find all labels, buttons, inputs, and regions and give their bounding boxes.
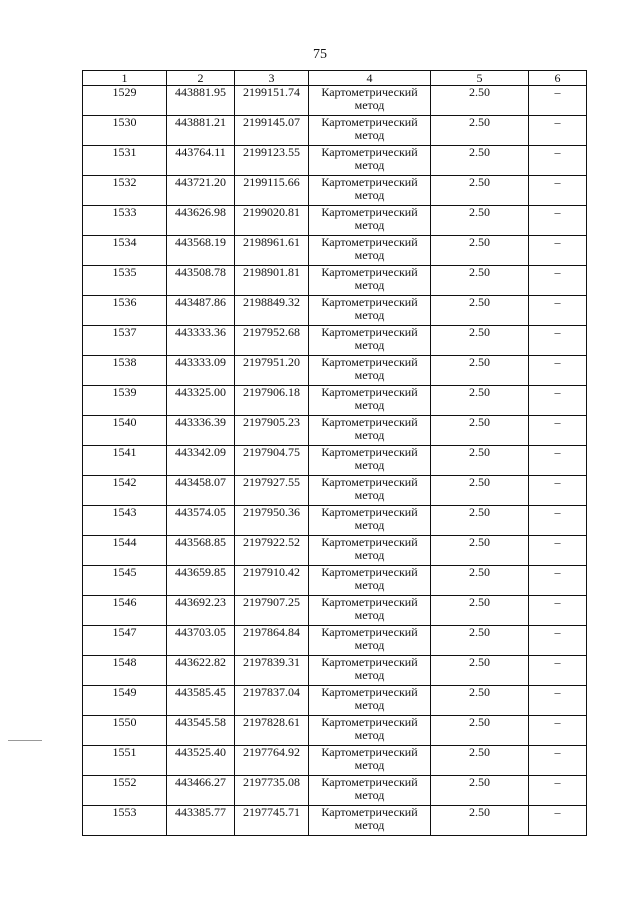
method-line-1: Картометрический	[321, 625, 418, 639]
method-line-2: метод	[354, 548, 385, 562]
method-line-1: Картометрический	[321, 655, 418, 669]
method-cell	[309, 356, 431, 386]
point-number-cell: 1549	[83, 686, 167, 716]
table-row	[83, 596, 587, 626]
method-line-2: метод	[354, 458, 385, 472]
note-cell: –	[529, 716, 587, 746]
point-number-cell: 1548	[83, 656, 167, 686]
x-coordinate-cell: 443881.95	[167, 86, 235, 116]
point-number-cell: 1542	[83, 476, 167, 506]
method-line-2: метод	[354, 698, 385, 712]
note-cell: –	[529, 626, 587, 656]
method-line-2: метод	[354, 368, 385, 382]
x-coordinate-cell: 443466.27	[167, 776, 235, 806]
x-coordinate-cell: 443458.07	[167, 476, 235, 506]
method-cell	[309, 86, 431, 116]
method-cell	[309, 416, 431, 446]
method-line-1: Картометрический	[321, 115, 418, 129]
note-cell: –	[529, 326, 587, 356]
accuracy-cell: 2.50	[431, 116, 529, 146]
x-coordinate-cell: 443721.20	[167, 176, 235, 206]
accuracy-cell: 2.50	[431, 776, 529, 806]
x-coordinate-cell: 443508.78	[167, 266, 235, 296]
x-coordinate-cell: 443525.40	[167, 746, 235, 776]
x-coordinate-cell: 443659.85	[167, 566, 235, 596]
y-coordinate-cell: 2197951.20	[235, 356, 309, 386]
point-number-cell: 1541	[83, 446, 167, 476]
x-coordinate-cell: 443336.39	[167, 416, 235, 446]
method-cell	[309, 776, 431, 806]
note-cell: –	[529, 236, 587, 266]
note-cell: –	[529, 206, 587, 236]
method-cell	[309, 746, 431, 776]
method-cell	[309, 386, 431, 416]
note-cell: –	[529, 566, 587, 596]
y-coordinate-cell: 2197952.68	[235, 326, 309, 356]
table-row	[83, 626, 587, 656]
x-coordinate-cell: 443692.23	[167, 596, 235, 626]
x-coordinate-cell: 443626.98	[167, 206, 235, 236]
point-number-cell: 1534	[83, 236, 167, 266]
accuracy-cell: 2.50	[431, 596, 529, 626]
table-row	[83, 416, 587, 446]
method-line-1: Картометрический	[321, 535, 418, 549]
table-row	[83, 266, 587, 296]
accuracy-cell: 2.50	[431, 716, 529, 746]
point-number-cell: 1551	[83, 746, 167, 776]
x-coordinate-cell: 443487.86	[167, 296, 235, 326]
x-coordinate-cell: 443325.00	[167, 386, 235, 416]
note-cell: –	[529, 446, 587, 476]
y-coordinate-cell: 2199123.55	[235, 146, 309, 176]
method-cell	[309, 536, 431, 566]
point-number-cell: 1545	[83, 566, 167, 596]
x-coordinate-cell: 443764.11	[167, 146, 235, 176]
accuracy-cell: 2.50	[431, 326, 529, 356]
accuracy-cell: 2.50	[431, 86, 529, 116]
method-line-1: Картометрический	[321, 385, 418, 399]
note-cell: –	[529, 656, 587, 686]
method-line-2: метод	[354, 818, 385, 832]
table-row	[83, 326, 587, 356]
method-line-1: Картометрический	[321, 325, 418, 339]
column-header-6: 6	[529, 71, 587, 86]
point-number-cell: 1546	[83, 596, 167, 626]
method-cell	[309, 476, 431, 506]
accuracy-cell: 2.50	[431, 626, 529, 656]
accuracy-cell: 2.50	[431, 416, 529, 446]
y-coordinate-cell: 2199151.74	[235, 86, 309, 116]
accuracy-cell: 2.50	[431, 356, 529, 386]
accuracy-cell: 2.50	[431, 536, 529, 566]
note-cell: –	[529, 596, 587, 626]
method-line-1: Картометрический	[321, 715, 418, 729]
note-cell: –	[529, 686, 587, 716]
accuracy-cell: 2.50	[431, 566, 529, 596]
column-header-5: 5	[431, 71, 529, 86]
y-coordinate-cell: 2197907.25	[235, 596, 309, 626]
method-line-2: метод	[354, 788, 385, 802]
y-coordinate-cell: 2199020.81	[235, 206, 309, 236]
y-coordinate-cell: 2197745.71	[235, 806, 309, 836]
y-coordinate-cell: 2197922.52	[235, 536, 309, 566]
accuracy-cell: 2.50	[431, 746, 529, 776]
table-row	[83, 386, 587, 416]
y-coordinate-cell: 2199145.07	[235, 116, 309, 146]
method-cell	[309, 596, 431, 626]
point-number-cell: 1550	[83, 716, 167, 746]
x-coordinate-cell: 443585.45	[167, 686, 235, 716]
y-coordinate-cell: 2197864.84	[235, 626, 309, 656]
method-cell	[309, 206, 431, 236]
table-row	[83, 146, 587, 176]
x-coordinate-cell: 443545.58	[167, 716, 235, 746]
point-number-cell: 1532	[83, 176, 167, 206]
note-cell: –	[529, 176, 587, 206]
method-line-1: Картометрический	[321, 145, 418, 159]
y-coordinate-cell: 2197828.61	[235, 716, 309, 746]
method-line-2: метод	[354, 578, 385, 592]
accuracy-cell: 2.50	[431, 146, 529, 176]
method-cell	[309, 326, 431, 356]
table-header-row	[83, 71, 587, 86]
point-number-cell: 1552	[83, 776, 167, 806]
column-header-3: 3	[235, 71, 309, 86]
point-number-cell: 1531	[83, 146, 167, 176]
note-cell: –	[529, 416, 587, 446]
method-line-2: метод	[354, 128, 385, 142]
point-number-cell: 1543	[83, 506, 167, 536]
table-row	[83, 86, 587, 116]
table-row	[83, 446, 587, 476]
table-row	[83, 356, 587, 386]
method-line-1: Картометрический	[321, 205, 418, 219]
method-line-1: Картометрический	[321, 295, 418, 309]
method-cell	[309, 716, 431, 746]
table-row	[83, 476, 587, 506]
accuracy-cell: 2.50	[431, 686, 529, 716]
y-coordinate-cell: 2197839.31	[235, 656, 309, 686]
table-row	[83, 776, 587, 806]
y-coordinate-cell: 2197906.18	[235, 386, 309, 416]
accuracy-cell: 2.50	[431, 656, 529, 686]
accuracy-cell: 2.50	[431, 806, 529, 836]
note-cell: –	[529, 536, 587, 566]
y-coordinate-cell: 2198901.81	[235, 266, 309, 296]
accuracy-cell: 2.50	[431, 386, 529, 416]
point-number-cell: 1539	[83, 386, 167, 416]
y-coordinate-cell: 2197950.36	[235, 506, 309, 536]
x-coordinate-cell: 443385.77	[167, 806, 235, 836]
note-cell: –	[529, 506, 587, 536]
method-line-2: метод	[354, 338, 385, 352]
column-header-1: 1	[83, 71, 167, 86]
method-line-2: метод	[354, 638, 385, 652]
margin-mark	[8, 740, 42, 741]
method-line-2: метод	[354, 308, 385, 322]
method-line-1: Картометрический	[321, 805, 418, 819]
y-coordinate-cell: 2199115.66	[235, 176, 309, 206]
note-cell: –	[529, 116, 587, 146]
coordinates-table	[82, 70, 587, 836]
method-line-1: Картометрический	[321, 355, 418, 369]
accuracy-cell: 2.50	[431, 446, 529, 476]
point-number-cell: 1536	[83, 296, 167, 326]
method-line-2: метод	[354, 668, 385, 682]
table-row	[83, 566, 587, 596]
method-line-1: Картометрический	[321, 175, 418, 189]
method-cell	[309, 806, 431, 836]
method-cell	[309, 266, 431, 296]
method-line-1: Картометрический	[321, 565, 418, 579]
method-line-2: метод	[354, 158, 385, 172]
method-line-1: Картометрический	[321, 85, 418, 99]
x-coordinate-cell: 443342.09	[167, 446, 235, 476]
method-line-2: метод	[354, 98, 385, 112]
method-line-2: метод	[354, 728, 385, 742]
x-coordinate-cell: 443574.05	[167, 506, 235, 536]
note-cell: –	[529, 266, 587, 296]
accuracy-cell: 2.50	[431, 206, 529, 236]
accuracy-cell: 2.50	[431, 296, 529, 326]
x-coordinate-cell: 443333.09	[167, 356, 235, 386]
table-row	[83, 806, 587, 836]
note-cell: –	[529, 386, 587, 416]
point-number-cell: 1535	[83, 266, 167, 296]
column-header-2: 2	[167, 71, 235, 86]
column-header-4: 4	[309, 71, 431, 86]
table-row	[83, 656, 587, 686]
y-coordinate-cell: 2197910.42	[235, 566, 309, 596]
table-row	[83, 176, 587, 206]
accuracy-cell: 2.50	[431, 176, 529, 206]
method-cell	[309, 656, 431, 686]
method-line-2: метод	[354, 248, 385, 262]
note-cell: –	[529, 776, 587, 806]
table-row	[83, 536, 587, 566]
note-cell: –	[529, 86, 587, 116]
note-cell: –	[529, 296, 587, 326]
method-cell	[309, 446, 431, 476]
point-number-cell: 1529	[83, 86, 167, 116]
note-cell: –	[529, 146, 587, 176]
method-line-1: Картометрический	[321, 595, 418, 609]
point-number-cell: 1538	[83, 356, 167, 386]
method-line-2: метод	[354, 758, 385, 772]
method-line-2: метод	[354, 428, 385, 442]
page-number: 75	[313, 47, 327, 62]
point-number-cell: 1544	[83, 536, 167, 566]
y-coordinate-cell: 2198849.32	[235, 296, 309, 326]
method-line-1: Картометрический	[321, 415, 418, 429]
note-cell: –	[529, 476, 587, 506]
y-coordinate-cell: 2197735.08	[235, 776, 309, 806]
method-cell	[309, 236, 431, 266]
table-row	[83, 236, 587, 266]
y-coordinate-cell: 2197905.23	[235, 416, 309, 446]
table-row	[83, 296, 587, 326]
y-coordinate-cell: 2197927.55	[235, 476, 309, 506]
point-number-cell: 1553	[83, 806, 167, 836]
x-coordinate-cell: 443568.85	[167, 536, 235, 566]
method-line-1: Картометрический	[321, 505, 418, 519]
point-number-cell: 1530	[83, 116, 167, 146]
method-line-1: Картометрический	[321, 775, 418, 789]
point-number-cell: 1537	[83, 326, 167, 356]
x-coordinate-cell: 443881.21	[167, 116, 235, 146]
note-cell: –	[529, 806, 587, 836]
method-line-1: Картометрический	[321, 475, 418, 489]
method-cell	[309, 626, 431, 656]
method-line-1: Картометрический	[321, 445, 418, 459]
method-line-2: метод	[354, 218, 385, 232]
accuracy-cell: 2.50	[431, 266, 529, 296]
method-cell	[309, 566, 431, 596]
method-line-2: метод	[354, 488, 385, 502]
method-line-2: метод	[354, 188, 385, 202]
method-cell	[309, 296, 431, 326]
method-cell	[309, 146, 431, 176]
x-coordinate-cell: 443568.19	[167, 236, 235, 266]
method-line-1: Картометрический	[321, 235, 418, 249]
accuracy-cell: 2.50	[431, 236, 529, 266]
method-cell	[309, 116, 431, 146]
method-line-2: метод	[354, 518, 385, 532]
table-row	[83, 716, 587, 746]
method-line-1: Картометрический	[321, 265, 418, 279]
table-row	[83, 746, 587, 776]
table-row	[83, 506, 587, 536]
method-cell	[309, 686, 431, 716]
y-coordinate-cell: 2197764.92	[235, 746, 309, 776]
note-cell: –	[529, 356, 587, 386]
point-number-cell: 1533	[83, 206, 167, 236]
point-number-cell: 1540	[83, 416, 167, 446]
method-line-1: Картометрический	[321, 685, 418, 699]
table-row	[83, 686, 587, 716]
y-coordinate-cell: 2197904.75	[235, 446, 309, 476]
method-line-2: метод	[354, 398, 385, 412]
method-cell	[309, 506, 431, 536]
table-row	[83, 116, 587, 146]
y-coordinate-cell: 2198961.61	[235, 236, 309, 266]
table-row	[83, 206, 587, 236]
y-coordinate-cell: 2197837.04	[235, 686, 309, 716]
method-line-2: метод	[354, 608, 385, 622]
note-cell: –	[529, 746, 587, 776]
x-coordinate-cell: 443703.05	[167, 626, 235, 656]
x-coordinate-cell: 443333.36	[167, 326, 235, 356]
point-number-cell: 1547	[83, 626, 167, 656]
method-cell	[309, 176, 431, 206]
x-coordinate-cell: 443622.82	[167, 656, 235, 686]
method-line-1: Картометрический	[321, 745, 418, 759]
accuracy-cell: 2.50	[431, 506, 529, 536]
method-line-2: метод	[354, 278, 385, 292]
accuracy-cell: 2.50	[431, 476, 529, 506]
